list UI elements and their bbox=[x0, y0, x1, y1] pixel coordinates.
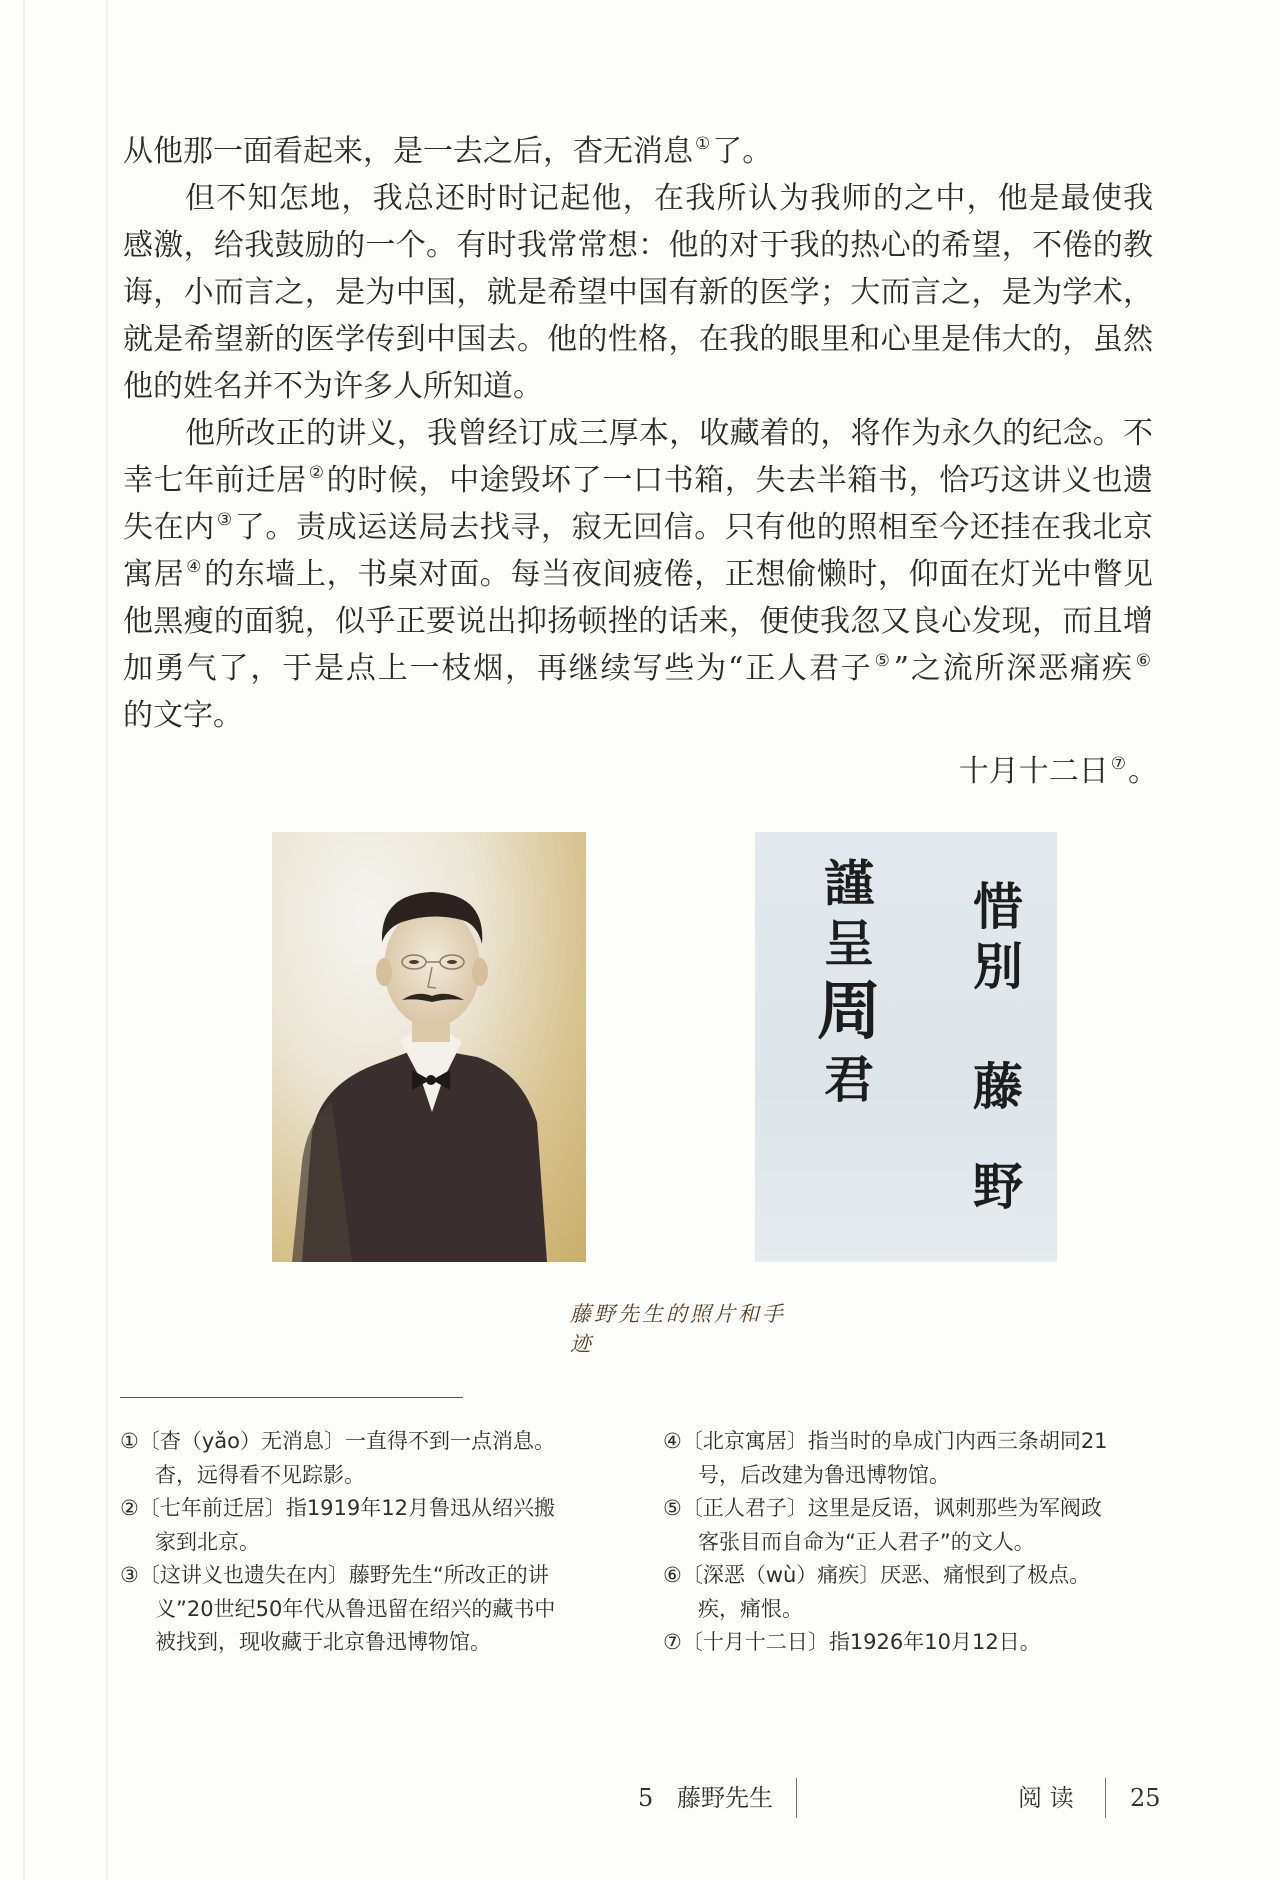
text-line: 幸七年前迁居 ②的时候，中途毁坏了一口书箱，失去半箱书，恰巧这讲义也遗 bbox=[123, 463, 1154, 498]
text-line: 的文字。 bbox=[123, 698, 243, 733]
main-text bbox=[123, 128, 1153, 739]
text-line: 失在内 ③了。责成运送局去找寻，寂无回信。只有他的照相至今还挂在我北京 bbox=[123, 510, 1153, 545]
footer-lesson-number: 5 bbox=[638, 1784, 654, 1812]
page-number: 25 bbox=[1130, 1784, 1161, 1812]
footnote-3: ③〔这讲义也遗失在内〕藤野先生“所改正的讲 义”20世纪50年代从鲁迅留在绍兴的藏书中 被找到，现收藏于北京鲁迅博物馆。 bbox=[120, 1563, 556, 1654]
footnote-ref-4[interactable]: ④ bbox=[186, 557, 203, 577]
scan-edge-line bbox=[23, 0, 25, 1880]
text-line: 感激，给我鼓励的一个。有时我常常想：他的对于我的热心的希望，不倦的教 bbox=[123, 228, 1153, 263]
footnote-ref-2[interactable]: ② bbox=[308, 463, 325, 483]
inscription-column-left: 謹 呈 周 君 bbox=[817, 854, 881, 1109]
footer-lesson-title: 藤野先生 bbox=[677, 1784, 773, 1812]
portrait-illustration bbox=[272, 832, 586, 1262]
footer-section: 阅 读 bbox=[1018, 1784, 1074, 1812]
footnote-ref-1[interactable]: ① bbox=[695, 134, 711, 154]
text-line: 他所改正的讲义，我曾经订成三厚本，收藏着的，将作为永久的纪念。不 bbox=[185, 416, 1153, 451]
footnote-ref-7[interactable]: ⑦ bbox=[1110, 754, 1126, 774]
figure-caption: 藤野先生的照片和手迹 bbox=[570, 1302, 786, 1356]
text-line: 就是希望新的医学传到中国去。他的性格，在我的眼里和心里是伟大的，虽然 bbox=[123, 322, 1153, 357]
text-line: 寓居 ④的东墙上，书桌对面。每当夜间疲倦，正想偷懒时，仰面在灯光中瞥见 bbox=[123, 557, 1154, 592]
footer-divider bbox=[1105, 1778, 1106, 1818]
text-line: 从他那一面看起来，是一去之后，杳无消息 ①了。 bbox=[123, 134, 773, 169]
footnote-2: ②〔七年前迁居〕指1919年12月鲁迅从绍兴搬 家到北京。 bbox=[120, 1496, 555, 1554]
footnote-5: ⑤〔正人君子〕这里是反语，讽刺那些为军阀政 客张目而自命为“正人君子”的文人。 bbox=[663, 1496, 1102, 1554]
text-line: 他的姓名并不为许多人所知道。 bbox=[123, 369, 543, 404]
footnote-ref-6[interactable]: ⑥ bbox=[1135, 651, 1152, 671]
footnote-ref-5[interactable]: ⑤ bbox=[874, 651, 892, 671]
footer-divider bbox=[796, 1778, 797, 1818]
text-line: 他黑瘦的面貌，似乎正要说出抑扬顿挫的话来，便使我忽又良心发现，而且增 bbox=[123, 604, 1153, 639]
footnote-1: ①〔杳（yǎo）无消息〕一直得不到一点消息。 杳，远得看不见踪影。 bbox=[120, 1429, 555, 1487]
text-line: 加勇气了，于是点上一枝烟，再继续写些为“正人君子 ⑤”之流所深恶痛疾 ⑥ bbox=[123, 651, 1152, 686]
footnotes-left-column bbox=[120, 1425, 610, 1660]
text-line: 诲，小而言之，是为中国，就是希望中国有新的医学；大而言之，是为学术， bbox=[123, 275, 1153, 310]
date-signature: 十月十二日 ⑦。 bbox=[958, 754, 1158, 789]
fujino-handwriting-inscription bbox=[755, 832, 1057, 1262]
footnote-ref-3[interactable]: ③ bbox=[216, 510, 233, 530]
scan-edge-line bbox=[106, 0, 108, 1880]
fujino-portrait-photo bbox=[272, 832, 586, 1262]
footnote-4: ④〔北京寓居〕指当时的阜成门内西三条胡同21 号，后改建为鲁迅博物馆。 bbox=[663, 1429, 1108, 1487]
footnote-separator bbox=[120, 1397, 463, 1398]
inscription-column-right: 惜 別 藤 野 bbox=[973, 877, 1023, 1216]
footnote-6: ⑥〔深恶（wù）痛疾〕厌恶、痛恨到了极点。 疾，痛恨。 bbox=[663, 1563, 1091, 1621]
text-line: 但不知怎地，我总还时时记起他，在我所认为我师的之中，他是最使我 bbox=[185, 181, 1153, 216]
footnote-7: ⑦〔十月十二日〕指1926年10月12日。 bbox=[663, 1630, 1041, 1654]
footnotes-right-column bbox=[663, 1425, 1155, 1660]
